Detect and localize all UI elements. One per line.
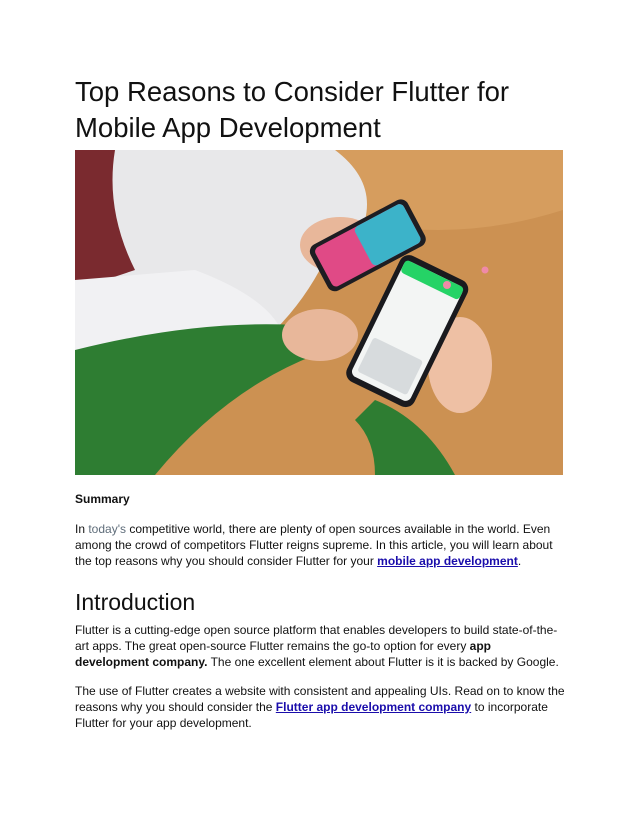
flutter-app-development-company-link[interactable]: Flutter app development company: [275, 700, 472, 714]
hero-image: [75, 150, 563, 475]
intro-p1-text: Flutter is a cutting-edge open source platform that enables developers to build state-of-the-art apps. The great open-source Flutter remains the go-to option for every: [75, 623, 558, 653]
summary-paragraph: [75, 521, 565, 569]
intro-p1-bold: app development company.: [75, 639, 491, 669]
introduction-heading: Introduction: [75, 589, 196, 615]
summary-text-middle: competitive world, there are plenty of open sources available in the world. Even among the crowd of competitors Flutter reigns supreme. In this article, you will learn about the top reasons why you should consider Flutter for your: [75, 522, 553, 568]
intro-p2-before: The use of Flutter creates a website with consistent and appealing UIs. Read on to know the reasons why you should consider the: [75, 684, 565, 714]
summary-text-after: .: [517, 554, 522, 568]
intro-p1-after: The one excellent element about Flutter is it is backed by Google.: [207, 655, 559, 669]
intro-p2-after: to incorporate Flutter for your app development.: [75, 700, 548, 730]
introduction-paragraph-1: [75, 622, 565, 670]
summary-highlight: today's: [88, 522, 126, 536]
introduction-paragraph-2: [75, 683, 565, 731]
summary-heading: Summary: [75, 492, 130, 506]
hero-photo-illustration: [75, 150, 563, 475]
page-title: Top Reasons to Consider Flutter for Mobile App Development: [75, 76, 510, 143]
mobile-app-development-link[interactable]: mobile app development: [377, 554, 518, 568]
summary-text-before: In: [75, 522, 89, 536]
hand-left: [282, 309, 358, 361]
